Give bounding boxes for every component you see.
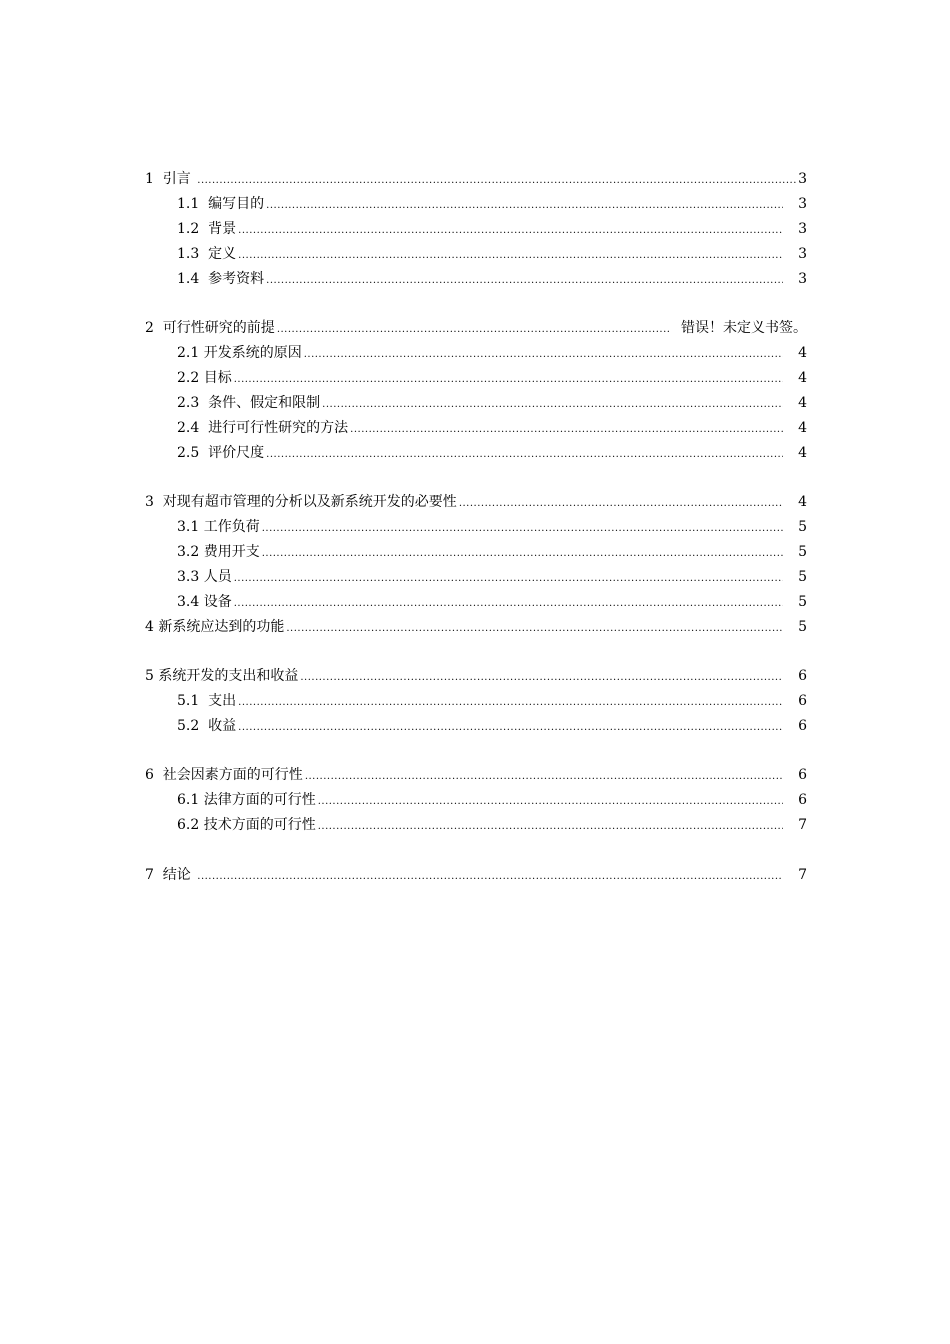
toc-entry-label: 7 结论 [145,867,196,883]
toc-entry-page: 7 [784,817,807,833]
toc-entry-page: 4 [784,395,807,411]
toc-entry-label: 5.1 支出 [177,693,237,709]
toc-entry-label: 2.5 评价尺度 [177,445,265,461]
toc-entry-page: 5 [784,519,807,535]
toc-leader-dots [262,542,783,566]
toc-leader-dots [238,219,783,243]
toc-leader-dots [322,393,783,417]
toc-leader-dots [318,815,783,839]
toc-entry-label: 3.4 设备 [177,594,232,610]
toc-entry-1-3[interactable] [177,242,807,266]
toc-leader-dots [234,368,783,392]
toc-entry-page: 6 [784,668,807,684]
toc-entry-3-1[interactable] [177,515,807,539]
toc-entry-page: 6 [784,693,807,709]
toc-entry-2-4[interactable] [177,416,807,440]
toc-entry-1-1[interactable] [177,192,807,216]
toc-entry-3-2[interactable] [177,540,807,564]
toc-entry-5-1[interactable] [177,689,807,713]
toc-leader-dots [266,269,783,293]
toc-leader-dots [262,517,783,541]
toc-entry-label: 6.2 技术方面的可行性 [177,817,316,833]
toc-entry-6-1[interactable] [177,788,807,812]
toc-entry-label: 2.1 开发系统的原因 [177,345,302,361]
toc-entry-3-3[interactable] [177,565,807,589]
toc-entry-page: 3 [798,171,807,187]
toc-entry-page: 6 [784,767,807,783]
toc-entry-page: 4 [784,494,807,510]
toc-entry-label: 6 社会因素方面的可行性 [145,767,303,783]
toc-entry-label: 2 可行性研究的前提 [145,320,275,336]
toc-leader-dots [266,194,783,218]
toc-entry-1-2[interactable] [177,217,807,241]
toc-entry-label: 1.3 定义 [177,246,237,262]
toc-entry-label: 5 系统开发的支出和收益 [145,668,299,684]
toc-entry-label: 4 新系统应达到的功能 [145,619,285,635]
toc-entry-page: 5 [784,544,807,560]
toc-entry-3[interactable] [145,490,807,514]
toc-leader-dots [350,418,783,442]
toc-entry-label: 3.3 人员 [177,569,232,585]
toc-leader-dots [234,567,783,591]
toc-entry-label: 5.2 收益 [177,718,237,734]
toc-entry-page: 3 [784,196,807,212]
toc-entry-page: 3 [784,246,807,262]
toc-entry-label: 3.1 工作负荷 [177,519,260,535]
toc-leader-dots [286,617,782,641]
toc-leader-dots [305,765,783,789]
toc-leader-dots [197,865,782,889]
toc-entry-3-4[interactable] [177,590,807,614]
toc-entry-label: 1 引言 [145,171,196,187]
toc-entry-label: 2.2 目标 [177,370,232,386]
toc-entry-page: 4 [784,370,807,386]
toc-entry-label: 1.4 参考资料 [177,271,265,287]
toc-entry-label: 1.2 背景 [177,221,237,237]
toc-leader-dots [318,790,783,814]
toc-entry-page: 5 [784,569,807,585]
toc-leader-dots [300,666,782,690]
toc-leader-dots [238,691,783,715]
toc-entry-page: 7 [784,867,807,883]
toc-entry-1-4[interactable] [177,267,807,291]
toc-entry-2-1[interactable] [177,341,807,365]
toc-leader-dots [459,492,783,516]
toc-entry-page: 6 [784,718,807,734]
toc-entry-5-2[interactable] [177,714,807,738]
toc-entry-4[interactable] [145,615,807,639]
toc-entry-6-2[interactable] [177,813,807,837]
toc-entry-7[interactable] [145,863,807,887]
toc-entry-1[interactable] [145,167,807,191]
toc-entry-page: 错误！未定义书签。 [672,320,807,336]
toc-entry-2-5[interactable] [177,441,807,465]
toc-entry-2-3[interactable] [177,391,807,415]
toc-entry-5[interactable] [145,664,807,688]
toc-entry-label: 6.1 法律方面的可行性 [177,792,316,808]
toc-entry-2[interactable] [145,316,807,340]
toc-entry-page: 4 [784,345,807,361]
toc-leader-dots [234,592,783,616]
toc-leader-dots [238,244,783,268]
toc-leader-dots [304,343,783,367]
toc-entry-page: 4 [784,445,807,461]
toc-entry-page: 6 [784,792,807,808]
toc-entry-page: 3 [784,221,807,237]
toc-entry-6[interactable] [145,763,807,787]
toc-entry-page: 5 [784,619,807,635]
toc-entry-label: 1.1 编写目的 [177,196,265,212]
toc-leader-dots [197,169,796,193]
toc-entry-page: 3 [784,271,807,287]
toc-leader-dots [238,716,783,740]
toc-entry-label: 2.3 条件、假定和限制 [177,395,321,411]
toc-leader-dots [277,318,670,342]
toc-leader-dots [266,443,783,467]
toc-entry-label: 3 对现有超市管理的分析以及新系统开发的必要性 [145,494,457,510]
toc-entry-page: 5 [784,594,807,610]
toc-entry-page: 4 [784,420,807,436]
toc-entry-2-2[interactable] [177,366,807,390]
toc-entry-label: 3.2 费用开支 [177,544,260,560]
toc-entry-label: 2.4 进行可行性研究的方法 [177,420,349,436]
